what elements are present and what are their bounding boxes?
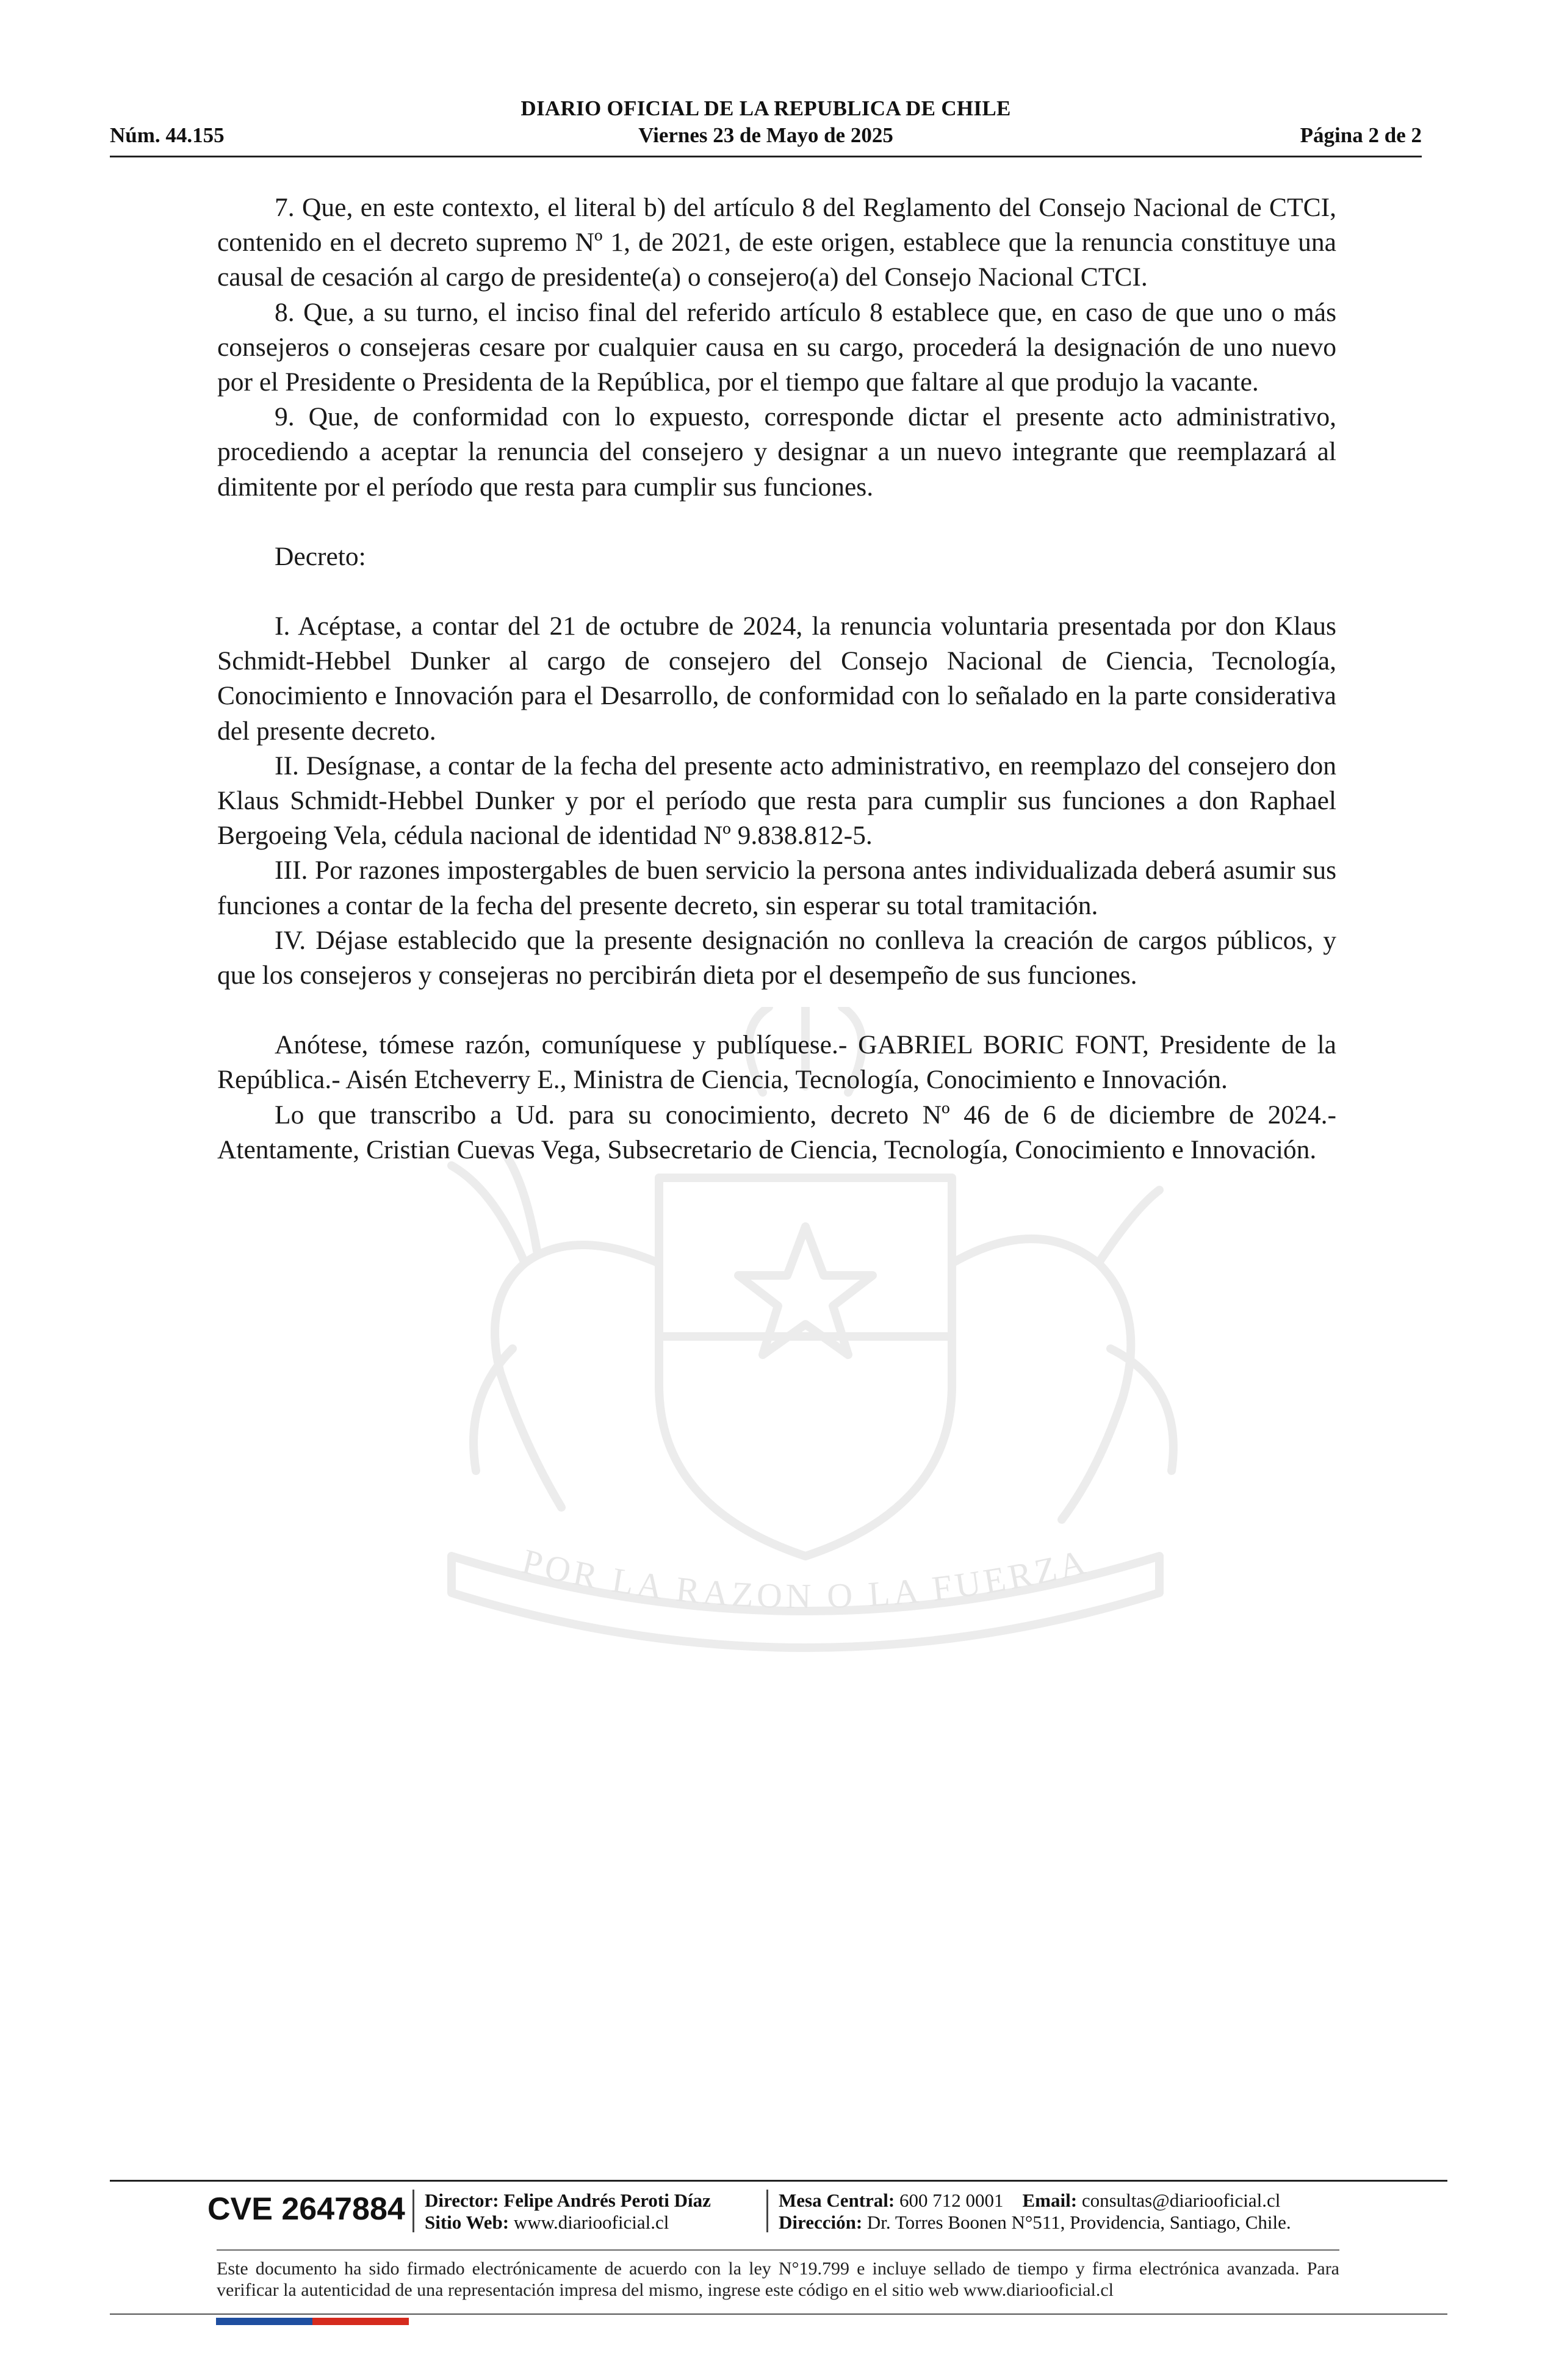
flag-bar-red bbox=[312, 2318, 409, 2325]
mesa-label: Mesa Central: bbox=[779, 2190, 895, 2211]
site-link[interactable]: www.diariooficial.cl bbox=[513, 2212, 669, 2233]
site-label: Sitio Web: bbox=[425, 2212, 510, 2233]
footer-contact-block bbox=[779, 2190, 1291, 2234]
coat-of-arms-motto: POR LA RAZON O LA FUERZA bbox=[518, 1541, 1093, 1617]
address-label: Dirección: bbox=[779, 2212, 863, 2233]
paragraph-8: 8. Que, a su turno, el inciso final del referido artículo 8 establece que, en caso de que uno o más consejeros o consejeras cesare por cualquier causa en su cargo, procederá la designación de uno nuevo por el Presidente o Presidenta de la República, por el tiempo que faltare al que produjo la vacante. bbox=[217, 297, 1336, 397]
page-indicator: Página 2 de 2 bbox=[1300, 123, 1422, 147]
cve-code: CVE 2647884 bbox=[207, 2191, 405, 2227]
article-iv: IV. Déjase establecido que la presente designación no conlleva la creación de cargos públicos, y que los consejeros y consejeras no percibirán dieta por el desempeño de sus funciones. bbox=[217, 925, 1336, 990]
transcription-note: Lo que transcribo a Ud. para su conocimiento, decreto Nº 46 de 6 de diciembre de 2024.- Atentamente, Cristian Cuevas Vega, Subsecretario de Ciencia, Tecnología, Conocimiento e Innovación. bbox=[217, 1100, 1336, 1164]
article-iii: III. Por razones impostergables de buen servicio la persona antes individualizada deberá asumir sus funciones a contar de la fecha del presente decreto, sin esperar su total tramitación. bbox=[217, 856, 1336, 920]
issue-number: Núm. 44.155 bbox=[110, 123, 225, 147]
page-header bbox=[110, 93, 1422, 157]
footer-separator bbox=[412, 2190, 414, 2232]
flag-bar-blue bbox=[216, 2318, 312, 2325]
email-link[interactable]: consultas@diariooficial.cl bbox=[1081, 2190, 1281, 2211]
address-text: Dr. Torres Boonen N°511, Providencia, Santiago, Chile. bbox=[866, 2212, 1291, 2233]
decree-body bbox=[217, 190, 1336, 1167]
legal-notice: Este documento ha sido firmado electrónicamente de acuerdo con la ley N°19.799 e incluye sellado de tiempo y firma electrónica avanzada. Para verificar la autenticidad de una representación impresa del mismo, ingrese este código en el sitio web www.diariooficial.cl bbox=[217, 2259, 1339, 2300]
header-divider bbox=[110, 156, 1422, 157]
mesa-phone: 600 712 0001 bbox=[899, 2190, 1004, 2211]
footer-thin-divider bbox=[217, 2249, 1339, 2251]
signature-block: Anótese, tómese razón, comuníquese y publíquese.- GABRIEL BORIC FONT, Presidente de la República.- Aisén Etcheverry E., Ministra de Ciencia, Tecnología, Conocimiento e Innovación. bbox=[217, 1030, 1336, 1095]
issue-date: Viernes 23 de Mayo de 2025 bbox=[638, 123, 893, 147]
director-name: Felipe Andrés Peroti Díaz bbox=[503, 2190, 711, 2211]
footer-divider bbox=[110, 2180, 1447, 2182]
footer-separator bbox=[766, 2190, 768, 2232]
article-ii: II. Desígnase, a contar de la fecha del presente acto administrativo, en reemplazo del consejero don Klaus Schmidt-Hebbel Dunker y por el período que resta para cumplir sus funciones a don Raphael Bergoeing Vela, cédula nacional de identidad Nº 9.838.812-5. bbox=[217, 751, 1336, 851]
gazette-title: DIARIO OFICIAL DE LA REPUBLICA DE CHILE bbox=[520, 96, 1011, 120]
footer-director-block bbox=[425, 2190, 711, 2234]
paragraph-9: 9. Que, de conformidad con lo expuesto, corresponde dictar el presente acto administrativo, procediendo a aceptar la renuncia del consejero y designar a un nuevo integrante que reemplazará al dimitente por el período que resta para cumplir sus funciones. bbox=[217, 402, 1336, 502]
bottom-divider bbox=[110, 2313, 1447, 2315]
article-i: I. Acéptase, a contar del 21 de octubre de 2024, la renuncia voluntaria presentada por don Klaus Schmidt-Hebbel Dunker al cargo de consejero del Consejo Nacional de Ciencia, Tecnología, Conocimiento e Innovación para el Desarrollo, de conformidad con lo señalado en la parte considerativa del presente decreto. bbox=[217, 611, 1336, 746]
paragraph-7: 7. Que, en este contexto, el literal b) del artículo 8 del Reglamento del Consejo Nacional de CTCI, contenido en el decreto supremo Nº 1, de 2021, de este origen, establece que la renuncia constituye una causal de cesación al cargo de presidente(a) o consejero(a) del Consejo Nacional CTCI. bbox=[217, 193, 1336, 292]
decree-heading: Decreto: bbox=[275, 541, 366, 571]
email-label: Email: bbox=[1022, 2190, 1078, 2211]
director-label: Director: bbox=[425, 2190, 499, 2211]
